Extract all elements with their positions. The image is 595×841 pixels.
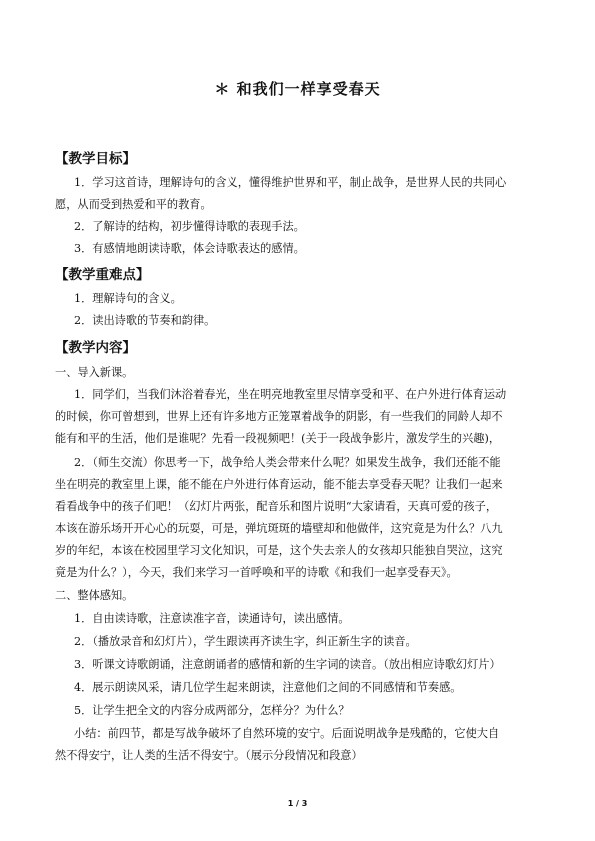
content-line: 小结：前四节，都是写战争破坏了自然环境的安宁。后面说明战争是残酷的，它使大自 [74, 727, 500, 740]
content-line: 二、整体感知。 [55, 589, 134, 602]
content-line: 一、导入新课。 [55, 366, 134, 379]
content-line: 2．（播放录音和幻灯片），学生跟读再齐读生字，纠正新生字的读音。 [74, 635, 417, 648]
content-line: 2．（师生交流）你思考一下，战争给人类会带来什么呢？如果发生战争，我们还能不能 [74, 456, 501, 469]
content-line: 5．让学生把全文的内容分成两部分，怎样分？为什么？ [74, 704, 350, 717]
page-title: ＊ 和我们一样享受春天 [214, 80, 381, 98]
content-line: 岁的年纪，本该在校园里学习文化知识，可是，这个失去亲人的女孩却只能独自哭泣，这究 [55, 544, 503, 557]
content-line: 3．听课文诗歌朗诵，注意朗诵者的感情和新的生字词的读音。（放出相应诗歌幻灯片） [74, 658, 501, 671]
content-line: 竟是为什么？），今天，我们来学习一首呼唤和平的诗歌《和我们一起享受春天》。 [55, 566, 458, 579]
key-points-line: 1．理解诗句的含义。 [74, 292, 182, 305]
key-points-line: 2．读出诗歌的节奏和韵律。 [74, 314, 216, 327]
goals-line: 1．学习这首诗，理解诗句的含义，懂得维护世界和平，制止战争，是世界人民的共同心 [74, 176, 507, 189]
content-line: 1．同学们，当我们沐浴着春光，坐在明亮地教室里尽情享受和平、在户外进行体育运动 [74, 388, 507, 401]
content-line: 的时候，你可曾想到，世界上还有许多地方正笼罩着战争的阴影，有一些我们的同龄人却不 [55, 410, 503, 423]
section-heading-goals: 【教学目标】 [55, 151, 136, 167]
content-line: 然不得安宁，让人类的生活不得安宁。（展示分段情况和段意） [55, 749, 363, 762]
content-line: 坐在明亮的教室里上课，能不能在户外进行体育运动，能不能去享受春天呢？让我们一起来 [55, 478, 503, 491]
content-line: 能有和平的生活，他们是谁呢？先看一段视频吧！(关于一段战争影片，激发学生的兴趣)， [55, 432, 501, 445]
content-line: 1．自由读诗歌，注意读准字音，读通诗句，读出感情。 [74, 612, 350, 625]
content-line: 4．展示朗读风采，请几位学生起来朗读，注意他们之间的不同感情和节奏感。 [74, 681, 462, 694]
goals-line: 2．了解诗的结构，初步懂得诗歌的表现手法。 [74, 220, 305, 233]
page-number: 1 / 3 [287, 799, 308, 808]
goals-line: 3．有感情地朗读诗歌，体会诗歌表达的感情。 [74, 242, 305, 255]
section-heading-key-points: 【教学重难点】 [55, 267, 150, 283]
section-heading-content: 【教学内容】 [55, 340, 136, 356]
content-line: 本该在游乐场开开心心的玩耍，可是，弹坑斑斑的墙壁却和他做伴，这究竟是为什么？八九 [55, 522, 503, 535]
goals-line: 愿，从而受到热爱和平的教育。 [55, 198, 212, 211]
content-line: 看看战争中的孩子们吧！（幻灯片两张，配音乐和图片说明“大家请看，天真可爱的孩子， [55, 500, 498, 513]
